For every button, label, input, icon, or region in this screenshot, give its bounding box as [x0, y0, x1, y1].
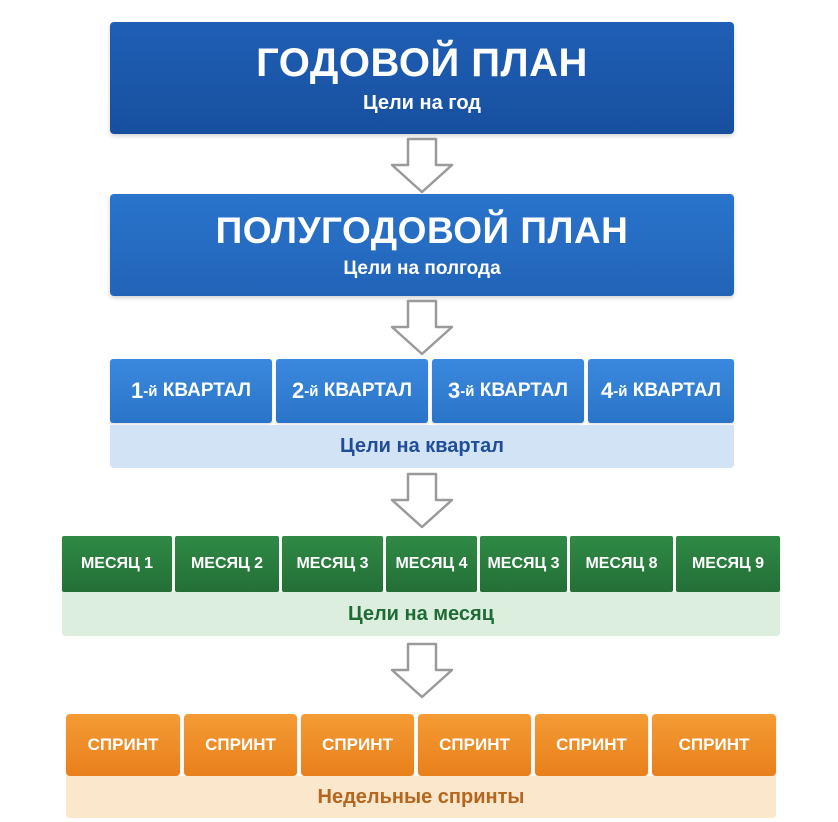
month-tile: МЕСЯЦ 3	[282, 536, 383, 592]
quarters-group	[110, 359, 734, 468]
quarter-suffix: -й	[613, 382, 628, 400]
quarter-tile	[588, 359, 734, 423]
quarter-label: КВАРТАЛ	[162, 380, 251, 401]
annual-plan-title: ГОДОВОЙ ПЛАН	[256, 41, 588, 85]
quarter-tile	[432, 359, 584, 423]
quarter-number: 1	[131, 378, 144, 403]
annual-plan-subtitle: Цели на год	[362, 92, 481, 114]
sprint-tile: СПРИНТ	[418, 714, 531, 776]
sprint-tile: СПРИНТ	[652, 714, 776, 776]
sprint-goals-label: Недельные спринты	[66, 776, 776, 818]
sprint-tile: СПРИНТ	[66, 714, 180, 776]
down-arrow-icon	[389, 299, 455, 357]
semiannual-plan-box	[110, 194, 734, 296]
down-arrow-icon	[389, 472, 455, 530]
quarter-label: КВАРТАЛ	[632, 380, 721, 401]
quarter-suffix: -й	[143, 382, 158, 400]
sprints-group	[66, 714, 776, 818]
quarter-tile	[276, 359, 428, 423]
months-group	[62, 536, 780, 636]
sprint-tile: СПРИНТ	[301, 714, 414, 776]
month-tile: МЕСЯЦ 3	[480, 536, 567, 592]
semiannual-plan-title: ПОЛУГОДОВОЙ ПЛАН	[215, 210, 629, 251]
month-goals-label: Цели на месяц	[62, 592, 780, 636]
quarter-suffix: -й	[460, 382, 475, 400]
month-tile: МЕСЯЦ 1	[62, 536, 172, 592]
month-tile: МЕСЯЦ 9	[676, 536, 780, 592]
sprint-tile: СПРИНТ	[535, 714, 648, 776]
semiannual-plan-subtitle: Цели на полгода	[343, 258, 501, 279]
down-arrow-icon	[389, 642, 455, 700]
sprint-tile: СПРИНТ	[184, 714, 297, 776]
month-tile: МЕСЯЦ 2	[175, 536, 279, 592]
annual-plan-box	[110, 22, 734, 134]
quarter-tile	[110, 359, 272, 423]
quarter-label: КВАРТАЛ	[323, 380, 412, 401]
quarter-number: 2	[292, 378, 305, 403]
quarter-goals-label: Цели на квартал	[110, 425, 734, 468]
quarter-label: КВАРТАЛ	[479, 380, 568, 401]
month-tile: МЕСЯЦ 4	[386, 536, 477, 592]
month-tile: МЕСЯЦ 8	[570, 536, 673, 592]
quarter-suffix: -й	[304, 382, 319, 400]
quarter-number: 3	[448, 378, 461, 403]
down-arrow-icon	[389, 137, 455, 195]
quarter-number: 4	[601, 378, 614, 403]
